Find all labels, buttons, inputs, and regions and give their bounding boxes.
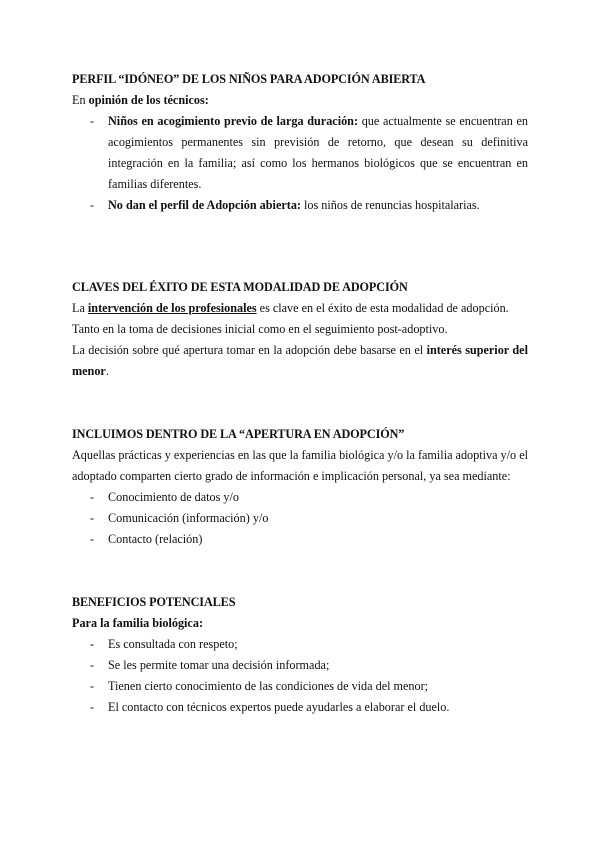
beneficios-list (72, 634, 528, 718)
list-item (72, 111, 528, 195)
section-heading: INCLUIMOS DENTRO DE LA “APERTURA EN ADOPCIÓN” (72, 427, 405, 441)
text: La (72, 301, 88, 315)
section-beneficios (72, 592, 528, 718)
dash-marker: - (90, 700, 95, 714)
list-item (72, 508, 528, 529)
item-text: que actualmente se encuentran en acogimientos permanentes sin previsión de retorno, que desean su definitiva integración en la familia; así como los hermanos biológicos que se encuentran en familias diferentes. (108, 114, 528, 191)
list-item (72, 697, 528, 718)
item-text: Se les permite tomar una decisión informada; (108, 658, 330, 672)
perfil-list (72, 111, 528, 216)
list-item (72, 634, 528, 655)
item-text: Conocimiento de datos y/o (108, 490, 239, 504)
item-text: Tienen cierto conocimiento de las condiciones de vida del menor; (108, 679, 429, 693)
dash-marker: - (90, 511, 95, 525)
item-text: Es consultada con respeto; (108, 637, 238, 651)
text: es clave en el éxito de esta modalidad de adopción. (256, 301, 509, 315)
dash-marker: - (90, 490, 95, 504)
section-heading: CLAVES DEL ÉXITO DE ESTA MODALIDAD DE ADOPCIÓN (72, 280, 408, 294)
list-item (72, 195, 528, 216)
dash-marker: - (90, 637, 95, 651)
item-text: los niños de renuncias hospitalarias. (300, 198, 480, 212)
item-bold: Niños en acogimiento previo de larga duración: (108, 114, 359, 128)
item-text: El contacto con técnicos expertos puede ayudarles a elaborar el duelo. (108, 700, 450, 714)
intro-bold: opinión de los técnicos: (88, 93, 209, 107)
item-text: Comunicación (información) y/o (108, 511, 269, 525)
list-item (72, 487, 528, 508)
dash-marker: - (90, 198, 95, 212)
subheading: Para la familia biológica: (72, 616, 203, 630)
apertura-list (72, 487, 528, 550)
list-item (72, 529, 528, 550)
intro-text: En (72, 93, 89, 107)
section-heading: BENEFICIOS POTENCIALES (72, 595, 236, 609)
bold-underlined-text: intervención de los profesionales (87, 301, 257, 315)
bold-text: interés superior del menor (72, 343, 528, 378)
section-claves (72, 277, 528, 382)
item-bold: No dan el perfil de Adopción abierta: (108, 198, 301, 212)
list-item (72, 655, 528, 676)
dash-marker: - (90, 658, 95, 672)
section-heading: PERFIL “IDÓNEO” DE LOS NIÑOS PARA ADOPCIÓN ABIERTA (72, 72, 426, 86)
text: . (105, 364, 109, 378)
intro-line (72, 90, 528, 111)
dash-marker: - (90, 114, 95, 128)
list-item (72, 676, 528, 697)
paragraph (72, 340, 528, 382)
section-perfil (72, 69, 528, 216)
text: La decisión sobre qué apertura tomar en la adopción debe basarse en el (72, 343, 427, 357)
item-text: Contacto (relación) (108, 532, 203, 546)
dash-marker: - (90, 679, 95, 693)
paragraph (72, 298, 528, 319)
paragraph: Aquellas prácticas y experiencias en las que la familia biológica y/o la familia adoptiva y/o el adoptado comparten cierto grado de información e implicación personal, ya sea mediante: (72, 448, 528, 483)
section-incluimos (72, 424, 528, 550)
paragraph: Tanto en la toma de decisiones inicial como en el seguimiento post-adoptivo. (72, 322, 448, 336)
dash-marker: - (90, 532, 95, 546)
